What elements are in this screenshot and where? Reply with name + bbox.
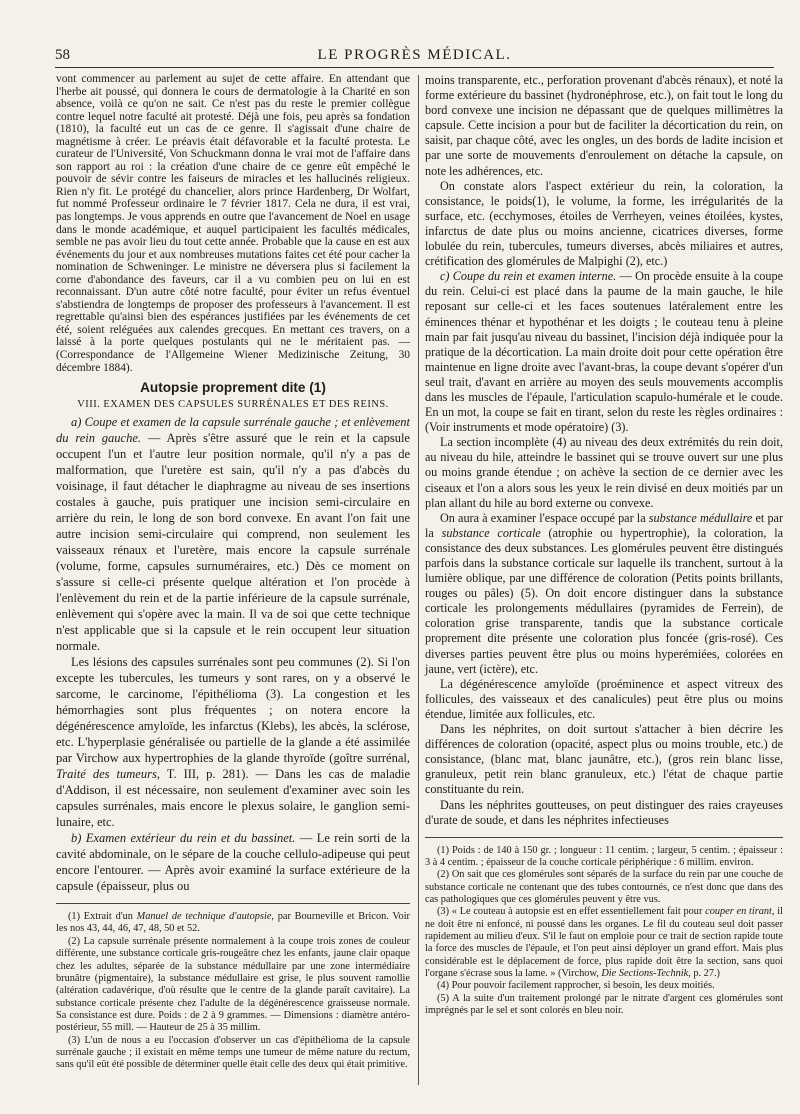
paragraph-a: [56, 414, 410, 654]
footnote-rule: [425, 837, 783, 838]
paragraph-c-heading: c) Coupe du rein et examen interne.: [440, 269, 617, 284]
paragraph-substances: On aura à examiner l'espace occupé par la substance médullaire et par la substance corticale (atrophie ou hypertrophie), la coloration, la consistance des deux substances. Les glomérules peuvent être distingués parfois dans la substance corticale sur laquelle ils tranchent, surtout à la lumière oblique, par une différence de coloration (Petits points brillants, rouges ou pâles) (5). On doit encore distinguer dans la substance corticale les prolongements médullaires (pyramides de Ferrein), de coloration grise transparente, tandis que la substance corticale proprement dite présente une coloration plus foncée (gris-rosé). Ces diverses parties peuvent être plus ou moins hyperémiées, colorées en jaune, vert (ictère), etc.: [425, 510, 784, 676]
footnote-2: (2) On sait que ces glomérules sont séparés de la surface du rein par une couche de substance corticale ne contenant que des tubes contournés, ce n'est donc que dans des cas pathologiques que ces glomérules peuvent y être vus.: [425, 869, 783, 906]
paragraph-nephritis: Dans les néphrites, on doit surtout s'attacher à bien décrire les différences de coloration (opacité, aspect plus ou moins trouble, etc.) de consistance, (blanc mat, blanc jaunâtre, etc.), (gros rein blanc lisse, granuleux, petit rein blanc granuleux, etc.) l'état de chaque partie constituante du rein.: [425, 722, 783, 797]
footnote-5: (5) A la suite d'un traitement prolongé par le nitrate d'argent ces glomérules sont imprégnés par le sel et sont colorés en bleu noir.: [425, 992, 783, 1017]
paragraph-a-heading: a) Coupe et examen de la capsule surrénale gauche ; et enlèvement du rein gauche.: [56, 415, 410, 446]
paragraph-section: La section incomplète (4) au niveau des deux extrémités du rein doit, au niveau du hile, atteindre le bassinet qui se trouve ouvert sur une plus ou moins grande étendue ; on achève la section de ce dernier avec les ciseaux et l'on a alors sous les yeux le rein divisé en deux moitiés par un plan allant du hile au bord externe ou convexe.: [425, 435, 783, 510]
paragraph-b: [56, 830, 410, 894]
paragraph-c-body: — On procède ensuite à la coupe du rein. Celui-ci est placé dans la paume de la main gauche, le hile reposant sur celle-ci et les faces soutenues latéralement entre les éminences thénar et hypothénar et les doigts ; le couteau tenu à pleine main par fait jusqu'au niveau du bassinet, l'incision déjà indiquée pour la pratique de la décortication. La main droite doit pour cette opération être maintenue en ligne droite avec l'avant-bras, la coupe devant s'opérer d'un seul trait, d'avant en arrière au moyen des seuls mouvements accomplis dans les muscles de l'épaule, l'articulation scapulo-humérale et le coude. En un mot, la coupe se fait en tirant, selon du reste les règles ordinaires : (Voir instruments et mode opératoire) (3).: [425, 269, 783, 435]
paragraph-gout: Dans les néphrites goutteuses, on peut distinguer des raies crayeuses d'urate de soude, et dans les néphrites infectieuses: [425, 797, 783, 827]
footnote-3: (3) « Le couteau à autopsie est en effet essentiellement fait pour couper en tirant, il ne doit être ni enfoncé, ni poussé dans les organes. Le fil du couteau seul doit passer rapidement au milieu d'eux. S'il le faut on emploie pour ce trait de section rapide toute la force des muscles de l'épaule, et l'on peut ainsi déployer un grand effort. Mais plus considérable est le déplacement de force, plus rapide doit être la section, sans quoi l'organe s'écrase sous la lame. » (Virchow, Die Sections-Technik, p. 27.): [425, 906, 783, 980]
section-title: Autopsie proprement dite (1): [140, 380, 326, 396]
paragraph-aspect: On constate alors l'aspect extérieur du rein, la coloration, la consistance, le poids(1), le volume, la forme, les irrégularités de la surface, etc. (ecchymoses, étoiles de Verrheyen, veines étoilées, kystes, infarctus de date plus ou moins ancienne, cicatrices diverses, forme lobulée du rein, tubercules, tumeurs diverses, abcès miliaires et autres, crétification des glomérules de Malpighi (2), etc.): [425, 178, 783, 269]
left-column: [56, 73, 410, 1072]
footnote-3: (3) L'un de nous a eu l'occasion d'observer un cas d'épithélioma de la capsule surrénale gauche ; il existait en même temps une tumeur de même nature du rectum, sans qu'il eût été possible de déterminer quelle était celle des deux qui était primitive.: [56, 1034, 410, 1071]
header-rule: [55, 67, 774, 68]
subsection-title: VIII. EXAMEN DES CAPSULES SURRÉNALES ET DES REINS.: [77, 399, 389, 411]
paragraph-c: [425, 269, 783, 435]
footnote-rule: [56, 903, 410, 904]
paragraph-b-heading: b) Examen extérieur du rein et du bassinet.: [71, 831, 296, 846]
paragraph-amyloid: La dégénérescence amyloïde (proéminence et aspect vitreux des follicules, des vaisseaux et des canalicules) peut être plus ou moins étendue, limitée aux follicules, etc.: [425, 676, 783, 721]
paragraph-lesions: Les lésions des capsules surrénales sont peu communes (2). Si l'on excepte les tubercules, les tumeurs y sont rares, on y a observé le sarcome, le carcinome, l'épithélioma (3). La congestion et les hémorrhagies sont plus fréquentes ; on notera encore la dégénérescence amyloïde, les infarctus (Klebs), les abcès, la sclérose, etc. L'hyperplasie généralisée ou partielle de la glande a été assimilée par Virchow aux hypertrophies de la glande thyroïde (goître surrénal, Traité des tumeurs, T. III, p. 281). — Dans les cas de maladie d'Addison, il est nécessaire, non seulement d'examiner avec soin les capsules surrénales, mais encore le plexus solaire, le ganglion semi-lunaire, etc.: [56, 655, 411, 830]
column-divider: [418, 75, 419, 1085]
journal-title: LE PROGRÈS MÉDICAL.: [317, 47, 512, 63]
footnote-1: (1) Extrait d'un Manuel de technique d'autopsie, par Bourneville et Bricon. Voir les nos 43, 44, 46, 47, 48, 50 et 52.: [56, 911, 410, 935]
footnote-4: (4) Pour pouvoir facilement rapprocher, si besoin, les deux moitiés.: [437, 980, 715, 992]
right-column: [425, 73, 783, 1018]
footnote-2: (2) La capsule surrénale présente normalement à la coupe trois zones de couleur différente, une substance corticale gris-rougeâtre chez les enfants, jaune clair opaque chez les adultes, séparée de la substance médullaire par une zone intermédiaire brunâtre (pigmentaire), la substance médullaire est grise, le plus souvent ramollie (altération cadavérique, d'où résulte que le centre de la glande paraît cavitaire). La substance corticale présente chez l'adulte de la dégénérescence graisseuse normale. Sa consistance est dure. Poids : de 2 à 9 grammes. — Dimensions : diamètre antéro-postérieur, 55 mill. — Hauteur de 25 à 35 millim.: [56, 935, 410, 1034]
running-header: [55, 47, 774, 67]
footnote-1: (1) Poids : de 140 à 150 gr. ; longueur : 11 centim. ; largeur, 5 centim. ; épaisseur : 3 à 4 centim. ; épaisseur de la couche corticale périphérique : 6 millim. environ.: [425, 844, 783, 869]
page-number: 58: [55, 47, 70, 63]
paragraph-capsule-continuation: moins transparente, etc., perforation provenant d'abcès rénaux), et noté la forme extérieure du bassinet (hydronéphrose, etc.), on fait tout le long du bord convexe une incision ne dépassant que de quelques millimètres la capsule. Cette incision a pour but de faciliter la décortication du rein, on saisit, par chaque côté, avec les ongles, un des bords de ladite incision et par une sorte de mouvements d'enroulement on détache la capsule, on note les adhérences, etc.: [425, 73, 783, 178]
article-continuation: vont commencer au parlement au sujet de cette affaire. En attendant que l'herbe ait poussé, qui donnera le cours de dermatologie à la Charité en son absence, voilà ce qu'on ne sait. Ce n'est pas du reste le premier collègue contre lequel notre faculté ait protesté. Déjà une fois, peu après sa fondation (1810), la faculté eut un cas de ce genre. Il s'agissait d'une chaire de magnétisme à créer. Le préavis était défavorable et la faculté protesta. Le curateur de l'Université, Von Schuckmann donna le vrai mot de l'affaire dans son rapport au roi : la création d'une chaire de ce genre eût empêché le pouvoir de sévir contre les faiseurs de miracles et les hallucinés religieux. Rien n'y fit. Le protégé du chancelier, alors prince Hardenberg, Dr Wolfart, fut nommé Professeur ordinaire le 7 février 1817. Cela ne dura, il est vrai, pas longtemps. Je vous apprends en outre que l'avancement de Noel en usage dans le monde académique, et auquel participaient les facultés médicales, semble ne pas avoir lieu du tout cette année. Probable que la cause en est aux événements du jour et aux nombreuses mutations faites cet été pour cacher la nomination de Schweninger. Le ministre ne déversera plus si facilement la corne d'abondance des faveurs, car il a vu combien peu on lui en est reconnaissant. D'un autre côté notre faculté, pour éviter un refus éventuel s'abstiendra de longtemps de proposer des professeurs à l'avancement. Il est regrettable qu'ainsi bien des espérances justifiées par les événements de cet été, soient reléguées aux calendes grecques. En mettant ces travers, on a laissé à la porte quelques postulants qui ne le méritaient pas. — (Correspondance de l'Allgemeine Wiener Medizinische Zeitung, 30 décembre 1884).: [56, 73, 410, 374]
paragraph-a-body: — Après s'être assuré que le rein et la capsule occupent l'un et l'autre leur position normale, qu'il n'y a pas de malformation, que l'uretère est sain, qu'il n'y a pas d'abcès du voisinage, il faut détacher le diaphragme au niveau de ses insertions costales à gauche, puis pratiquer une incision semi-circulaire en arrière du rein, le long de son bord convexe. En avant l'on fait une autre incision semi-circulaire qui comprend, non seulement les vaisseaux rénaux et l'uretère, mais encore la capsule surrénale (volume, forme, capsules surnuméraires, etc.) Dès ce moment on s'assure si celle-ci présente quelque altération et l'on procède à l'enlèvement du rein et de la partie inférieure de la capsule surrénale, enlèvement qui s'opère avec la main. Il va de soi que cette technique n'est applicable que si la capsule et le rein occupent leur situation normale.: [56, 431, 410, 654]
paragraph-b-body: — Le rein sorti de la cavité abdominale, on le sépare de la couche cellulo-adipeuse qui peut encore l'entourer. — Après avoir examiné la surface extérieure de la capsule (épaisseur, plus ou: [56, 831, 410, 894]
